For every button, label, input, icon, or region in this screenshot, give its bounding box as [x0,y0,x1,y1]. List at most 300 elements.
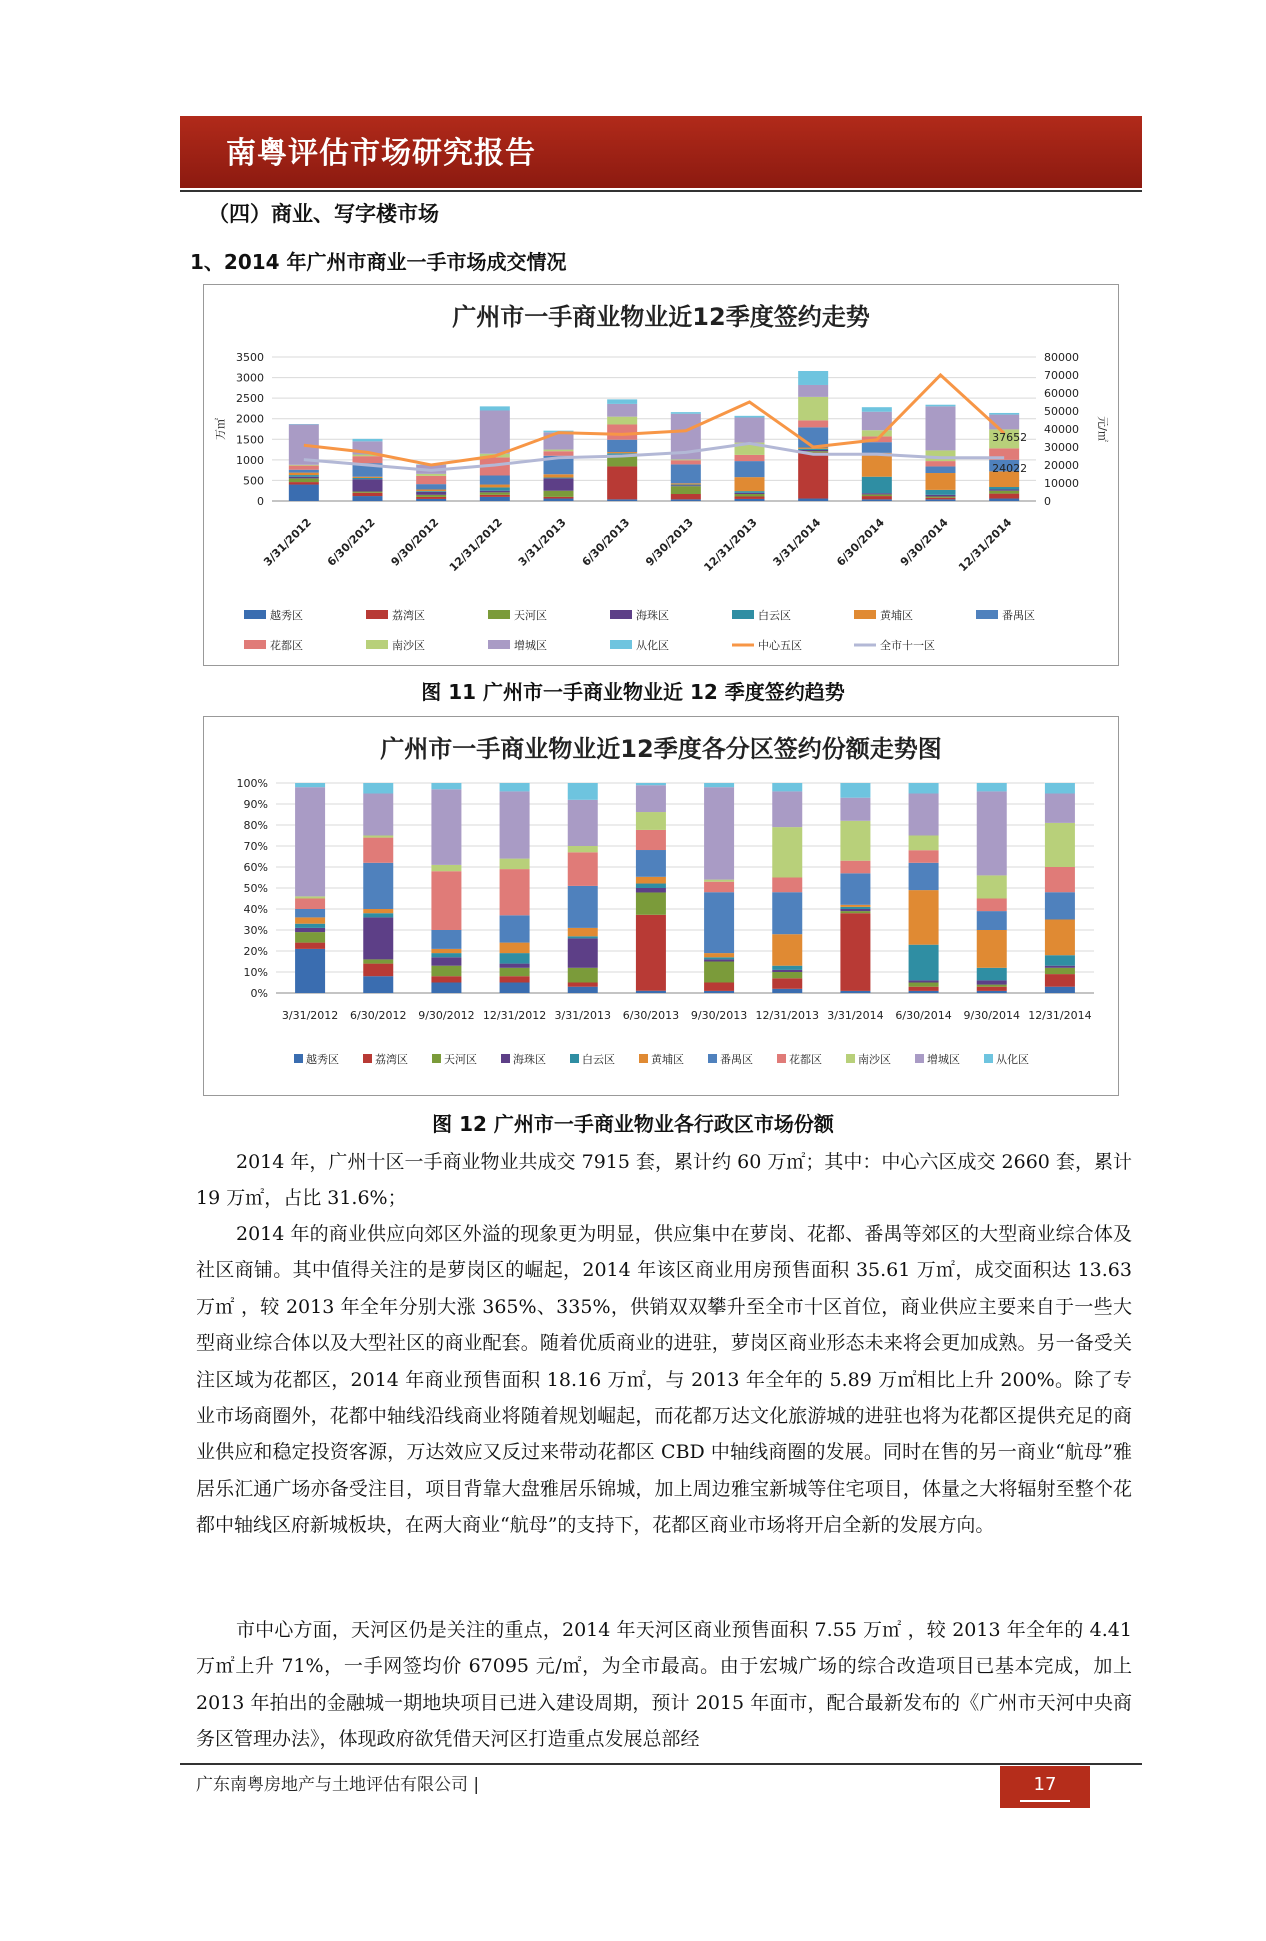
bar-segment [363,794,393,836]
bar-segment [480,487,510,490]
legend-label: 海珠区 [513,1053,546,1066]
bar-segment [289,473,319,475]
bar-segment [735,494,765,496]
bar-segment [636,991,666,993]
bar-segment [353,439,383,441]
bar-segment [568,987,598,993]
legend-label: 黄埔区 [651,1053,684,1066]
bar-segment [671,412,701,414]
legend-label: 增城区 [514,639,547,652]
bar-segment [704,991,734,993]
legend-swatch [488,610,510,619]
bar-segment [480,475,510,484]
bar-segment [363,959,393,963]
bar-segment [704,957,734,959]
figure11-caption: 图 11 广州市一手商业物业近 12 季度签约趋势 [421,680,845,704]
bar-segment [480,406,510,410]
y-tick-label: 60% [243,861,268,874]
bar-segment [289,465,319,466]
bar-segment [636,783,666,785]
y-tick-label: 2500 [236,392,264,406]
bar-segment [1045,920,1075,956]
bar-segment [840,798,870,821]
x-tick-label: 9/30/2013 [690,1009,748,1022]
bar-segment [735,499,765,501]
series-line [304,375,1004,465]
bar-segment [431,930,461,949]
legend-swatch [570,1054,579,1063]
bar-segment [480,495,510,497]
bar-segment [671,460,701,464]
bar-segment [568,968,598,983]
bar-segment [416,476,446,484]
bar-segment [416,474,446,476]
bar-segment [295,787,325,896]
bar-segment [289,424,319,464]
bar-segment [704,962,734,983]
bar-segment [500,915,530,942]
bar-segment [363,836,393,838]
bar-segment [431,957,461,965]
legend-label: 越秀区 [306,1053,339,1066]
bar-segment [772,934,802,966]
x-tick-label: 3/31/2012 [261,515,314,569]
legend-swatch [488,640,510,649]
legend-label: 从化区 [996,1053,1029,1066]
bar-segment [636,888,666,892]
data-label: 37652 [992,431,1028,445]
chart-signing-trend [203,284,1119,666]
chart2-svg [204,717,1118,1095]
bar-segment [1045,968,1075,974]
bar-segment [480,497,510,501]
y-tick-label: 50% [243,882,268,895]
bar-segment [480,485,510,488]
bar-segment [480,410,510,453]
legend-swatch [294,1054,303,1063]
y2-tick-label: 80000 [1044,351,1079,364]
bar-segment [840,861,870,874]
bar-segment [568,852,598,886]
y-tick-label: 70% [243,840,268,853]
legend-swatch [846,1054,855,1063]
bar-segment [568,800,598,846]
bar-segment [671,494,701,499]
bar-segment [607,466,637,499]
legend-swatch [363,1054,372,1063]
bar-segment [363,863,393,909]
bar-segment [568,846,598,852]
bar-segment [704,882,734,893]
x-tick-label: 9/30/2012 [418,1009,475,1022]
bar-segment [431,865,461,871]
chart2-title: 广州市一手商业物业近12季度各分区签约份额走势图 [380,735,942,763]
y2-tick-label: 50000 [1044,405,1079,418]
bar-segment [1045,987,1075,993]
bar-segment [289,482,319,484]
bar-segment [289,475,319,477]
footer-company: 广东南粤房地产与土地评估有限公司 | [196,1775,480,1795]
bar-segment [353,477,383,478]
y2-tick-label: 70000 [1044,369,1079,382]
bar-segment [977,985,1007,987]
bar-segment [431,966,461,977]
x-tick-label: 6/30/2014 [834,515,887,569]
footer-rule [180,1763,1142,1765]
bar-segment [977,968,1007,981]
bar-segment [735,491,765,493]
bar-segment [840,905,870,907]
bar-segment [926,406,956,450]
bar-segment [500,964,530,968]
bar-segment [607,404,637,417]
figure12-caption: 图 12 广州市一手商业物业各行政区市场份额 [432,1112,834,1136]
bar-segment [500,976,530,982]
legend-swatch [501,1054,510,1063]
legend-label: 荔湾区 [375,1053,408,1066]
bar-segment [862,453,892,477]
bar-segment [977,980,1007,984]
legend-label: 海珠区 [636,609,669,622]
bar-segment [568,983,598,987]
x-tick-label: 6/30/2013 [622,1009,680,1022]
legend-label: 从化区 [636,639,669,652]
bar-segment [926,496,956,497]
bar-segment [353,456,383,463]
bar-segment [416,492,446,495]
legend-swatch [366,640,388,649]
y-tick-label: 500 [243,474,264,488]
bar-segment [840,913,870,991]
bar-segment [671,499,701,501]
bar-segment [909,850,939,863]
bar-segment [607,499,637,501]
bar-segment [353,496,383,501]
y-tick-label: 30% [243,924,268,937]
bar-segment [295,932,325,943]
y2-tick-label: 20000 [1044,459,1079,472]
bar-segment [295,909,325,917]
bar-segment [798,371,828,385]
x-tick-label: 6/30/2012 [350,1009,407,1022]
y-tick-label: 2000 [236,412,264,426]
bar-segment [353,479,383,491]
bar-segment [363,838,393,863]
bar-segment [431,953,461,957]
bar-segment [772,966,802,970]
legend-swatch [639,1054,648,1063]
y2-tick-label: 10000 [1044,477,1079,490]
bar-segment [295,949,325,993]
legend-label: 番禺区 [720,1053,753,1066]
bar-segment [909,987,939,991]
bar-segment [671,485,701,486]
bar-segment [295,928,325,932]
bar-segment [289,466,319,470]
bar-segment [704,880,734,882]
bar-segment [568,886,598,928]
y-tick-label: 80% [243,819,268,832]
bar-segment [977,930,1007,968]
legend-label: 黄埔区 [880,609,913,622]
bar-segment [909,863,939,890]
bar-segment [735,477,765,491]
bar-segment [363,917,393,959]
bar-segment [977,991,1007,993]
x-tick-label: 9/30/2013 [643,515,696,569]
x-tick-label: 6/30/2013 [579,515,633,569]
x-tick-label: 9/30/2014 [963,1009,1020,1022]
bar-segment [671,483,701,484]
bar-segment [416,484,446,489]
paragraph-3: 市中心方面，天河区仍是关注的重点，2014 年天河区商业预售面积 7.55 万㎡ ，较 2013 年全年的 4.41 万㎡上升 71%，一手网签均价 67095 元/㎡，为全市最高。由于宏城广场的综合改造项目已基本完成，加上 2013 年拍出的金融城一期地块项目已进入建设周期，预计 2015 年面市，配合最新发布的《广州市天河中央商务区管理办法》，体现政府欲凭借天河区打造重点发展总部经 [196,1619,1132,1751]
bar-segment [289,477,319,479]
x-tick-label: 3/31/2014 [827,1009,884,1022]
bar-segment [772,878,802,893]
bar-segment [862,493,892,494]
x-tick-label: 3/31/2014 [770,515,824,569]
bar-segment [636,884,666,888]
y-tick-label: 0 [257,495,264,508]
bar-segment [1045,892,1075,919]
bar-segment [363,976,393,993]
data-label: 24022 [992,461,1028,475]
bar-segment [909,836,939,851]
bar-segment [862,442,892,453]
bar-segment [416,489,446,491]
bar-segment [772,970,802,972]
x-tick-label: 3/31/2012 [281,1009,339,1022]
bar-segment [772,978,802,989]
x-tick-label: 3/31/2013 [554,1009,611,1022]
bar-segment [704,783,734,787]
report-title: 南粤评估市场研究报告 [226,136,536,171]
bar-segment [977,899,1007,912]
bar-segment [1045,783,1075,794]
legend-swatch [984,1054,993,1063]
bar-segment [926,498,956,500]
bar-segment [636,892,666,914]
bar-segment [772,989,802,993]
bar-segment [909,890,939,945]
bar-segment [840,909,870,911]
bar-segment [704,787,734,879]
x-tick-label: 6/30/2012 [324,515,378,569]
bar-segment [295,783,325,787]
bar-segment [500,783,530,791]
x-tick-label: 12/31/2013 [755,1009,819,1022]
y2-tick-label: 30000 [1044,441,1079,454]
x-tick-label: 12/31/2014 [1028,1009,1092,1022]
paragraph-1: 2014 年，广州十区一手商业物业共成交 7915 套，累计约 60 万㎡；其中：中心六区成交 2660 套，累计 19 万㎡，占比 31.6%； [196,1151,1132,1210]
bar-segment [295,917,325,923]
bar-segment [989,487,1019,489]
bar-segment [926,405,956,407]
bar-segment [671,486,701,494]
y-tick-label: 20% [243,945,268,958]
legend-label: 全市十一区 [880,639,935,652]
bar-segment [500,859,530,870]
chart-district-share [203,716,1119,1096]
y-tick-label: 0% [250,987,268,1000]
bar-segment [636,812,666,830]
bar-segment [289,485,319,501]
bar-segment [416,495,446,497]
legend-label: 天河区 [514,609,547,622]
paragraph-2: 2014 年的商业供应向郊区外溢的现象更为明显，供应集中在萝岗、花都、番禺等郊区的大型商业综合体及社区商铺。其中值得关注的是萝岗区的崛起，2014 年该区商业用房预售面积 35.61 万㎡，成交面积达 13.63 万㎡ ，较 2013 年全年分别大涨 365%、335%，供销双双攀升至全市十区首位，商业供应主要来自于一些大型商业综合体以及大型社区的商业配套。随着优质商业的进驻，萝岗区商业形态未来将会更加成熟。另一备受关注区域为花都区，2014 年商业预售面积 18.16 万㎡，与 2013 年全年的 5.89 万㎡相比上升 200%。除了专业市场商圈外，花都中轴线沿线商业将随着规划崛起，而花都万达文化旅游城的进驻也将为花都区提供充足的商业供应和稳定投资客源，万达效应又反过来带动花都区 CBD 中轴线商圈的发展。同时在售的另一商业“航母”雅居乐汇通广场亦备受注目，项目背靠大盘雅居乐锦城，加上周边雅宝新城等住宅项目，体量之大将辐射至整个花都中轴线区府新城板块，在两大商业“航母”的支持下，花都区商业市场将开启全新的发展方向。 [196,1223,1132,1537]
y2-tick-label: 40000 [1044,423,1079,436]
legend-label: 白云区 [758,609,791,622]
bar-segment [840,821,870,861]
bar-segment [989,489,1019,490]
bar-segment [544,478,574,479]
legend-swatch [915,1054,924,1063]
bar-segment [798,420,828,427]
legend-label: 增城区 [927,1053,960,1066]
y-axis-label: 万㎡ [214,418,227,440]
bar-segment [989,491,1019,494]
bar-segment [295,896,325,898]
bar-segment [977,987,1007,991]
x-tick-label: 12/31/2014 [956,515,1015,575]
bar-segment [363,783,393,794]
bar-segment [544,478,574,490]
bar-segment [607,417,637,425]
legend-swatch [732,610,754,619]
x-tick-label: 9/30/2014 [897,515,951,569]
legend-swatch [976,610,998,619]
bar-segment [772,972,802,978]
bar-segment [772,783,802,791]
bar-segment [909,980,939,982]
bar-segment [704,959,734,961]
bar-segment [862,477,892,493]
bar-segment [636,915,666,991]
bar-segment [416,491,446,492]
bar-segment [607,399,637,404]
bar-segment [989,413,1019,415]
legend-swatch [854,610,876,619]
y2-tick-label: 0 [1044,495,1051,508]
bar-segment [544,451,574,456]
bar-segment [840,991,870,993]
y-tick-label: 40% [243,903,268,916]
bar-segment [989,499,1019,501]
legend-swatch [244,610,266,619]
y-tick-label: 3500 [236,351,264,364]
page-number-badge [1000,1766,1090,1808]
bar-segment [798,499,828,501]
legend-swatch [777,1054,786,1063]
bar-segment [840,783,870,798]
bar-segment [977,791,1007,875]
bar-segment [735,416,765,418]
bar-segment [363,964,393,977]
bar-segment [431,983,461,994]
bar-segment [431,871,461,930]
bar-segment [295,943,325,949]
bar-segment [544,491,574,497]
legend-label: 花都区 [789,1053,822,1066]
x-tick-label: 12/31/2013 [701,515,760,575]
bar-segment [568,928,598,936]
y-tick-label: 1500 [236,433,264,447]
bar-segment [798,385,828,397]
bar-segment [798,397,828,420]
bar-segment [289,478,319,482]
bar-segment [735,417,765,442]
bar-segment [431,976,461,982]
bar-segment [607,424,637,439]
bar-segment [636,785,666,812]
bar-segment [671,464,701,483]
bar-segment [1045,867,1075,892]
section-subheading: 1、2014 年广州市商业一手市场成交情况 [190,250,567,274]
bar-segment [544,450,574,452]
legend-label: 南沙区 [392,639,425,652]
bar-segment [295,899,325,910]
bar-segment [989,494,1019,499]
bar-segment [353,492,383,493]
y-tick-label: 90% [243,798,268,811]
legend-label: 花都区 [270,639,303,652]
legend-label: 天河区 [444,1053,477,1066]
bar-segment [607,452,637,453]
bar-segment [977,875,1007,898]
bar-segment [926,495,956,497]
bar-segment [500,983,530,994]
bar-segment [926,473,956,490]
bar-segment [671,485,701,486]
bar-segment [977,783,1007,791]
bar-segment [926,490,956,495]
x-tick-label: 9/30/2012 [388,515,442,569]
x-tick-label: 6/30/2014 [895,1009,952,1022]
y-tick-label: 10% [243,966,268,979]
y2-axis-label: 元/㎡ [1096,416,1109,442]
legend-label: 越秀区 [270,609,303,622]
y-tick-label: 100% [236,777,268,790]
legend-swatch [708,1054,717,1063]
bar-segment [840,873,870,905]
chart1-title: 广州市一手商业物业近12季度签约走势 [452,303,870,331]
bar-segment [568,938,598,967]
bar-segment [480,492,510,494]
bar-segment [909,783,939,794]
bar-segment [1045,966,1075,968]
bar-segment [500,953,530,964]
section-heading: （四）商业、写字楼市场 [208,202,439,226]
bar-segment [289,470,319,473]
legend-swatch [432,1054,441,1063]
bar-segment [926,466,956,473]
bar-segment [798,452,828,498]
y2-tick-label: 60000 [1044,387,1079,400]
bar-segment [798,449,828,450]
legend-label: 白云区 [582,1053,615,1066]
bar-segment [416,499,446,501]
header-rule [180,190,1142,192]
bar-segment [363,909,393,913]
chart1-svg [204,285,1118,665]
x-tick-label: 12/31/2012 [446,515,505,575]
bar-segment [416,497,446,499]
bar-segment [500,943,530,954]
bar-segment [353,493,383,496]
bar-segment [500,869,530,915]
bar-segment [704,953,734,957]
bar-segment [772,791,802,827]
